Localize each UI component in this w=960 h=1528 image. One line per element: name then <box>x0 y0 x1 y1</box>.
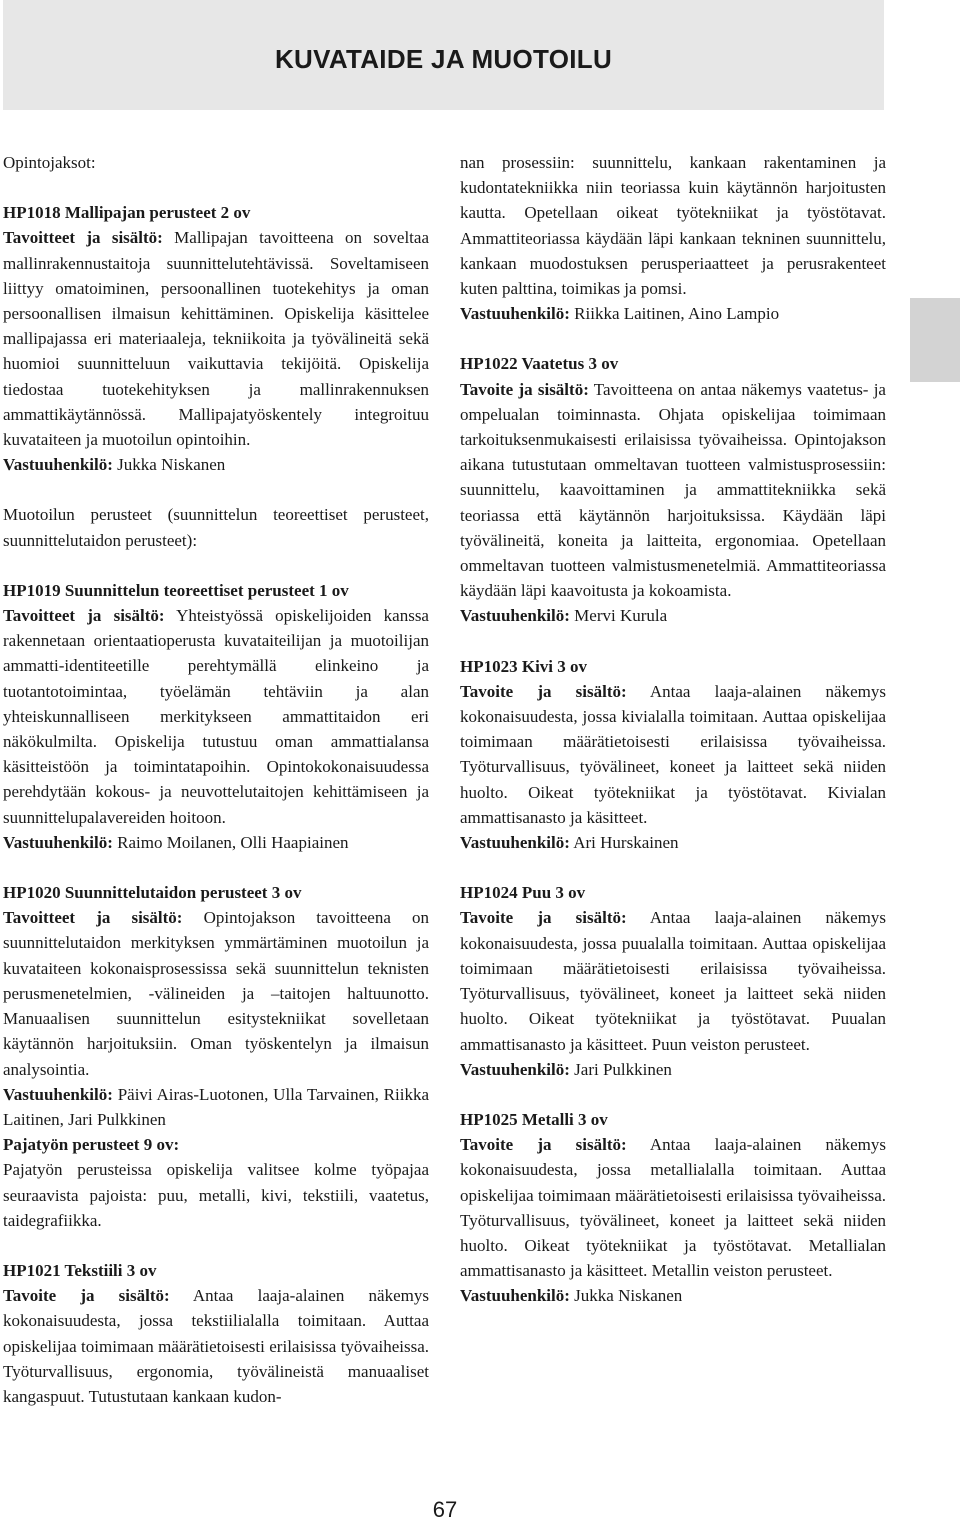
contact-text: Jukka Niskanen <box>569 1286 683 1306</box>
header-band <box>3 0 884 110</box>
course-description <box>3 905 429 1081</box>
goals-text: Opintojakson tavoitteena on suunnittelutaidon merkityksen ymmärtäminen muotoilun ja kuvataiteen kokonaisprosessissa sekä suunnittelun teknisten perusmenetelmien, -välineiden ja –taitojen haltuunotto. Manuaalisen suunnittelun esitystekniikat sovelletaan käytännön harjoituksiin. Oman työskentelyn ja ilmaisun analysointia. <box>3 908 429 1079</box>
goals-text: Antaa laaja-alainen näkemys kokonaisuudesta, jossa tekstiilialalla toimitaan. Auttaa opiskelijaa toimimaan määrätietoisesti erilaisissa työvaiheissa. Työturvallisuus, ergonomia, työvälineistä manuaaliset kangaspuut. Tutustutaan kankaan kudon- <box>3 1286 429 1406</box>
goals-text: Antaa laaja-alainen näkemys kokonaisuudesta, jossa puualalla toimitaan. Auttaa opiskelijaa toimimaan määrätietoisesti erilaisissa työvaiheissa. Työturvallisuus, työvälineet, koneet ja laitteet sekä niiden huolto. Oikeat työtekniikat ja työstötavat. Puualan ammattisanasto ja käsitteet. Puun veiston perusteet. <box>460 908 886 1054</box>
side-tab-marker <box>910 298 960 382</box>
course-heading: HP1025 Metalli 3 ov <box>460 1109 608 1129</box>
contact-label: Vastuuhenkilö: <box>3 832 113 852</box>
course-hp1025 <box>460 1107 886 1309</box>
course-heading: HP1022 Vaatetus 3 ov <box>460 354 619 374</box>
goals-label: Tavoitteet ja sisältö: <box>3 606 165 626</box>
course-description <box>460 679 886 830</box>
goals-label: Tavoite ja sisältö: <box>460 681 627 701</box>
goals-label: Tavoite ja sisältö: <box>460 908 627 928</box>
workshop-section <box>3 1132 429 1233</box>
workshop-heading: Pajatyön perusteet 9 ov: <box>3 1135 180 1155</box>
course-hp1024 <box>460 880 886 1082</box>
course-hp1023 <box>460 654 886 856</box>
contact-label: Vastuuhenkilö: <box>3 455 113 475</box>
course-contact <box>3 452 429 477</box>
course-heading: HP1018 Mallipajan perusteet 2 ov <box>3 203 251 223</box>
page-number: 67 <box>432 1497 458 1522</box>
course-heading: HP1019 Suunnittelun teoreettiset perusteet 1 ov <box>3 580 349 600</box>
course-contact <box>460 1057 886 1082</box>
course-heading: HP1023 Kivi 3 ov <box>460 656 588 676</box>
contact-text: Raimo Moilanen, Olli Haapiainen <box>112 832 349 852</box>
goals-text: Antaa laaja-alainen näkemys kokonaisuudesta, jossa kivialalla toimitaan. Auttaa opiskelijaa toimimaan määrätietoisesti erilaisissa työvaiheissa. Työturvallisuus, työvälineet, koneet ja laitteet sekä niiden huolto. Oikeat työtekniikat ja työstötavat. Kivialan ammattisanasto ja käsitteet. <box>460 681 886 827</box>
goals-text: Tavoitteena on antaa näkemys vaatetus- ja ompelualan toiminnasta. Ohjata opiskelijaa toimimaan tarkoituksenmukaisesti erilaisissa työvaiheissa. Opintojakson aikana tutustutaan ommeltavan tuotteen valmistusprosessiin: suunnittelu, kaavoittaminen ja ammattitekniikka sekä teoriassa että käytännön harjoituksissa. Käydään läpi työvälineitä, koneita ja laitteita, ergonomiaa. Opetellaan ommeltavan tuotteen valmistusmenetelmiä. Ammattiteoriassa käydään läpi kaavoitusta ja kokoamista. <box>460 379 886 601</box>
design-basics-intro: Muotoilun perusteet (suunnittelun teoreettiset perusteet, suunnittelutaidon perusteet): <box>3 505 429 550</box>
course-contact <box>3 830 429 855</box>
contact-label: Vastuuhenkilö: <box>460 606 570 626</box>
course-heading: HP1021 Tekstiili 3 ov <box>3 1260 157 1280</box>
intro-text: Opintojaksot: <box>3 153 96 172</box>
course-description: nan prosessiin: suunnittelu, kankaan rakentaminen ja kudontatekniikka niin teoriassa kuin käytännön harjoitusten kautta. Opetellaan oikeat työtekniikat ja työstötavat. Ammattiteoriassa käydään läpi kankaan tekninen suunnittelu, kankaan muodostuksen perusperiaatteet ja perusrakenteet kuten palttina, toimikas ja pomsi. <box>460 153 886 299</box>
goals-label: Tavoite ja sisältö: <box>3 1286 170 1306</box>
contact-text: Ari Hurskainen <box>569 833 679 853</box>
course-description <box>3 603 429 830</box>
left-column <box>3 150 429 1409</box>
course-contact <box>460 603 886 628</box>
course-contact <box>460 301 886 326</box>
goals-label: Tavoitteet ja sisältö: <box>3 228 163 248</box>
goals-text: Yhteistyössä opiskelijoiden kanssa rakennetaan orientaatioperusta kuvataiteilijan ja muotoilijan ammatti-identiteetille perehtymällä elinkeino ja tuotantotoimintaa, työelämän tehtäviin ja alan yhteiskunnalliseen merkitykseen ammattitaidon eri näkökulmilta. Opiskelija tutustuu oman ammattialansa käsitteistöön ja toimintatapoihin. Opintokokonaisuudessa perehdytään kokous- ja neuvottelutaitojen kehittämiseen ja suunnittelupalavereiden hoitoon. <box>3 606 429 827</box>
contact-text: Jari Pulkkinen <box>569 1059 672 1079</box>
course-contact <box>3 1082 429 1132</box>
page-title: KUVATAIDE JA MUOTOILU <box>274 44 613 74</box>
goals-label: Tavoite ja sisältö: <box>460 379 589 399</box>
contact-label: Vastuuhenkilö: <box>460 304 570 324</box>
goals-label: Tavoitteet ja sisältö: <box>3 908 183 928</box>
course-description <box>460 905 886 1056</box>
course-heading: HP1024 Puu 3 ov <box>460 883 586 903</box>
right-column <box>460 150 886 1309</box>
contact-text: Mervi Kurula <box>569 606 668 626</box>
course-heading: HP1020 Suunnittelutaidon perusteet 3 ov <box>3 883 302 903</box>
course-hp1020 <box>3 880 429 1132</box>
contact-text: Riikka Laitinen, Aino Lampio <box>569 304 780 324</box>
course-hp1021 <box>3 1258 429 1409</box>
contact-text: Jukka Niskanen <box>112 455 226 475</box>
course-description <box>3 1283 429 1409</box>
contact-label: Vastuuhenkilö: <box>460 1286 570 1306</box>
course-hp1018 <box>3 200 429 477</box>
course-description <box>460 1132 886 1283</box>
course-hp1021-continued <box>460 150 886 326</box>
contact-label: Vastuuhenkilö: <box>460 1059 570 1079</box>
course-description <box>3 225 429 452</box>
goals-text: Mallipajan tavoitteena on soveltaa mallinrakennustaitoja suunnittelutehtävissä. Soveltamiseen liittyy omatoiminen, persoonallinen tuotekehitys ja oman persoonallisen ilmaisun kehittäminen. Opiskelija käsittelee mallipajassa eri materiaaleja, tekniikoita ja työvälineitä sekä huomioi suunnitteluun vaikuttavia tekijöitä. Opiskelija tiedostaa tuotekehityksen ja mallinrakennuksen ammattikäytännössä. Mallipajatyöskentely integroituu kuvataiteen ja muotoilun opintoihin. <box>3 228 429 450</box>
course-hp1019 <box>3 578 429 855</box>
contact-text: Päivi Airas-Luotonen, Ulla Tarvainen, Riikka Laitinen, Jari Pulkkinen <box>3 1084 429 1129</box>
contact-label: Vastuuhenkilö: <box>460 833 570 853</box>
course-description <box>460 377 886 604</box>
contact-label: Vastuuhenkilö: <box>3 1084 113 1104</box>
goals-label: Tavoite ja sisältö: <box>460 1135 627 1155</box>
goals-text: Antaa laaja-alainen näkemys kokonaisuudesta, jossa metallialalla toimitaan. Auttaa opiskelijaa toimimaan määrätietoisesti erilaisissa työvaiheissa. Työturvallisuus, työvälineet, koneet ja laitteet sekä niiden huolto. Oikeat työtekniikat ja työstötavat. Metallialan ammattisanasto ja käsitteet. Metallin veiston perusteet. <box>460 1135 886 1281</box>
course-contact <box>460 830 886 855</box>
workshop-text: Pajatyön perusteissa opiskelija valitsee kolme työpajaa seuraavista pajoista: puu, metalli, kivi, tekstiili, vaatetus, taidegrafiikka. <box>3 1160 429 1230</box>
course-contact <box>460 1283 886 1308</box>
course-hp1022 <box>460 351 886 628</box>
